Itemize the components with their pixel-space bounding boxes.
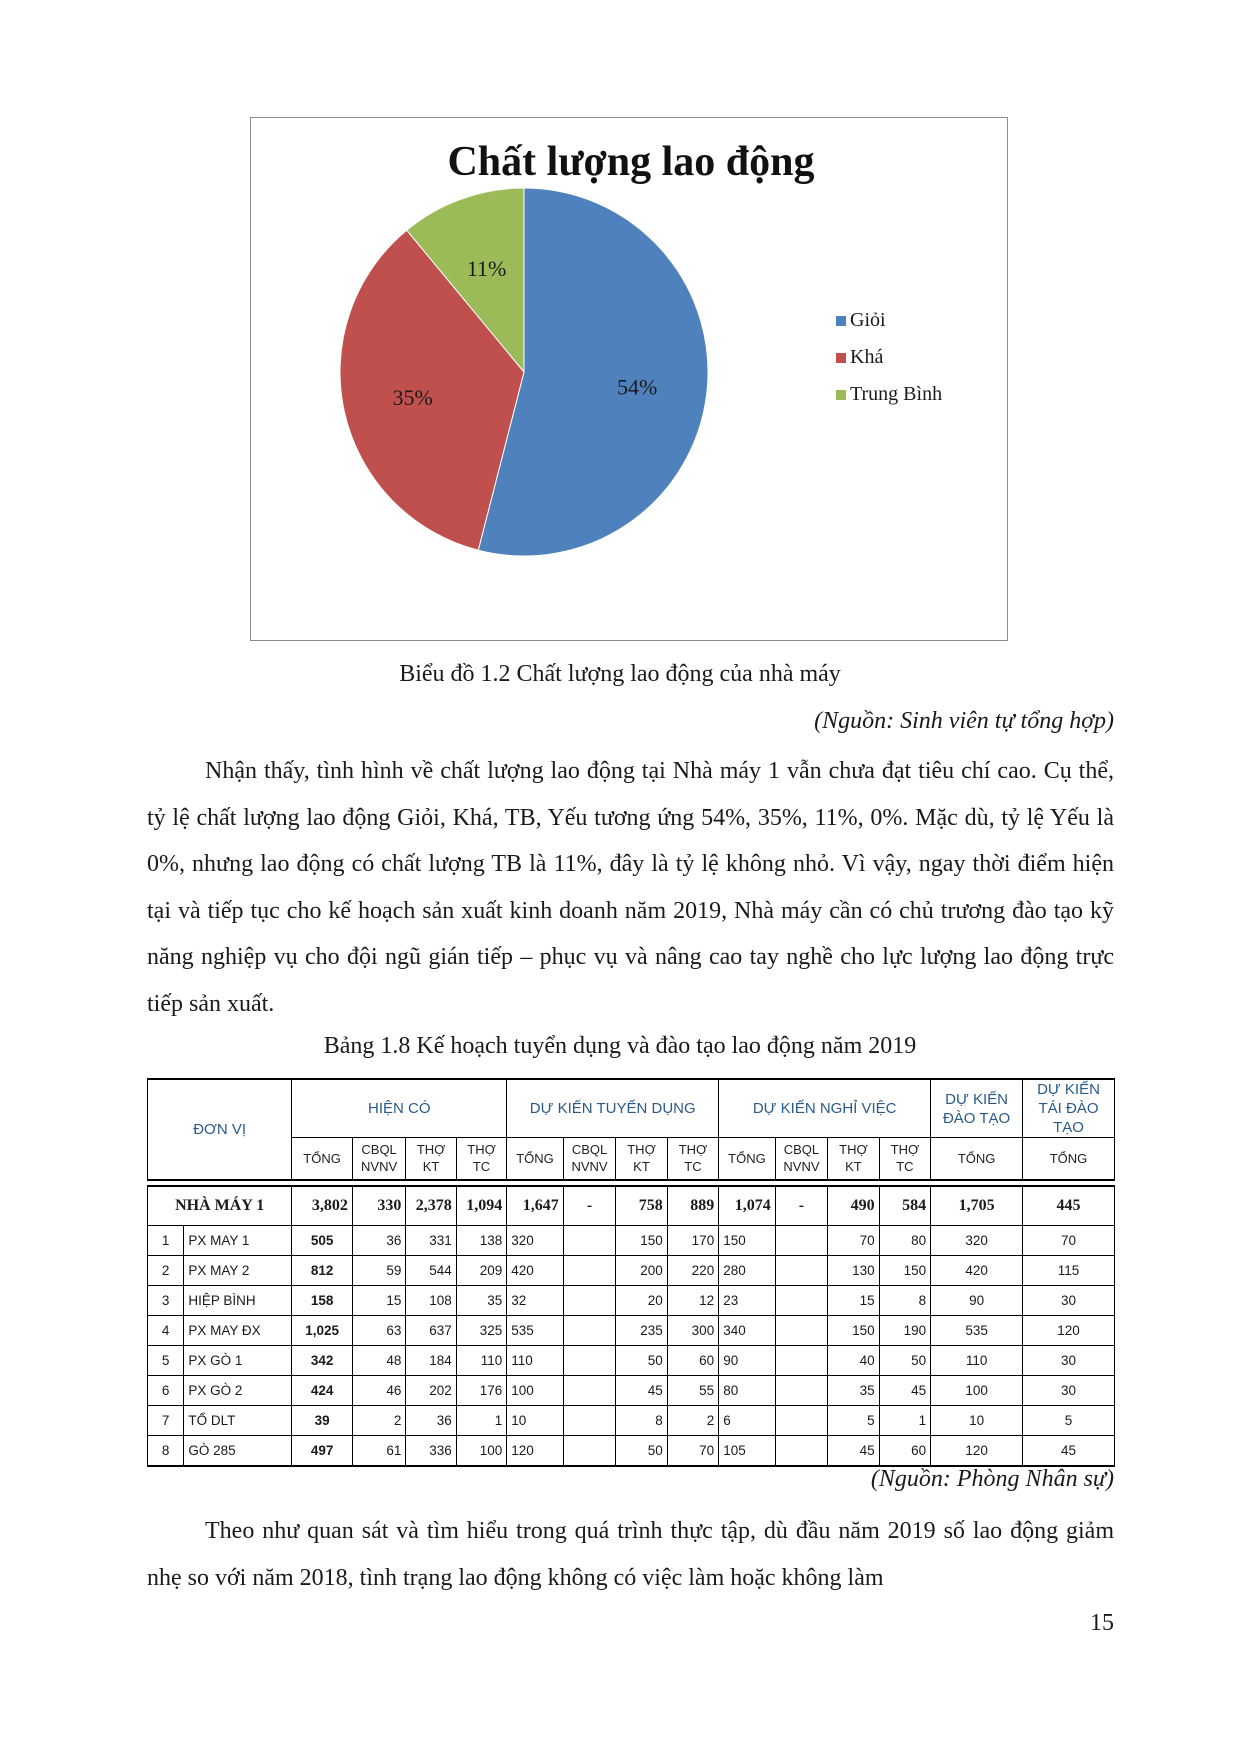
row-unit-name: PX MAY 1 xyxy=(184,1226,292,1256)
table-cell: 61 xyxy=(352,1436,405,1466)
table-cell: 70 xyxy=(667,1436,718,1466)
legend-label: Khá xyxy=(850,346,884,368)
table-cell: 12 xyxy=(667,1286,718,1316)
table-cell: 420 xyxy=(931,1256,1023,1286)
table-cell: 108 xyxy=(406,1286,456,1316)
pie-chart xyxy=(251,118,1009,642)
sub-tho-kt: THỢ KT xyxy=(406,1138,456,1180)
table-cell xyxy=(775,1316,827,1346)
table-cell xyxy=(775,1286,827,1316)
table-cell: 60 xyxy=(879,1436,931,1466)
table-cell: 15 xyxy=(828,1286,879,1316)
table-cell: 170 xyxy=(667,1226,718,1256)
table-cell: 150 xyxy=(879,1256,931,1286)
legend-swatch xyxy=(836,316,846,326)
pie-slice-label: 11% xyxy=(466,256,507,282)
table-cell: 220 xyxy=(667,1256,718,1286)
row-index: 8 xyxy=(148,1436,184,1466)
paragraph-1: Nhận thấy, tình hình về chất lượng lao động tại Nhà máy 1 vẫn chưa đạt tiêu chí cao. Cụ thể, tỷ lệ chất lượng lao động Giỏi, Khá, TB, Yếu tương ứng 54%, 35%, 11%, 0%. Mặc dù, tỷ lệ Yếu là 0%, nhưng lao động có chất lượng TB là 11%, đây là tỷ lệ không nhỏ. Vì vậy, ngay thời điểm hiện tại và tiếp tục cho kế hoạch sản xuất kinh doanh năm 2019, Nhà máy cần có chủ trương đào tạo kỹ năng nghiệp vụ cho đội ngũ gián tiếp – phục vụ và nâng cao tay nghề cho lực lượng lao động trực tiếp sản xuất. xyxy=(147,758,1114,1017)
total-cell: 584 xyxy=(879,1186,931,1226)
table-cell: 80 xyxy=(879,1226,931,1256)
row-index: 5 xyxy=(148,1346,184,1376)
table-cell: 36 xyxy=(406,1406,456,1436)
table-row xyxy=(148,1436,1115,1466)
row-unit-name: PX GÒ 2 xyxy=(184,1376,292,1406)
table-cell: 138 xyxy=(456,1226,506,1256)
table-cell: 110 xyxy=(456,1346,506,1376)
table-row xyxy=(148,1256,1115,1286)
table-cell: 30 xyxy=(1023,1286,1115,1316)
table-cell: 331 xyxy=(406,1226,456,1256)
header-group-hien-co: HIỆN CÓ xyxy=(292,1079,507,1138)
row-index: 7 xyxy=(148,1406,184,1436)
table-cell: 420 xyxy=(507,1256,564,1286)
table-cell: 424 xyxy=(292,1376,353,1406)
sub-tong: TỔNG xyxy=(1023,1138,1115,1180)
table-cell: 5 xyxy=(1023,1406,1115,1436)
table-cell xyxy=(775,1406,827,1436)
header-group-nghi-viec: DỰ KIẾN NGHỈ VIỆC xyxy=(719,1079,931,1138)
table-cell: 39 xyxy=(292,1406,353,1436)
table-cell: 20 xyxy=(616,1286,667,1316)
row-index: 3 xyxy=(148,1286,184,1316)
table-cell: 1 xyxy=(879,1406,931,1436)
table-cell: 190 xyxy=(879,1316,931,1346)
paragraph-2: Theo như quan sát và tìm hiểu trong quá trình thực tập, dù đầu năm 2019 số lao động giảm nhẹ so với năm 2018, tình trạng lao động không có việc làm hoặc không làm xyxy=(147,1518,1114,1591)
legend-swatch xyxy=(836,390,846,400)
total-cell: 445 xyxy=(1023,1186,1115,1226)
table-cell: 8 xyxy=(879,1286,931,1316)
table-cell: 8 xyxy=(616,1406,667,1436)
table-cell xyxy=(775,1346,827,1376)
header-group-tuyen-dung: DỰ KIẾN TUYỂN DỤNG xyxy=(507,1079,719,1138)
row-unit-name: TỔ DLT xyxy=(184,1406,292,1436)
table-cell: 209 xyxy=(456,1256,506,1286)
table-row xyxy=(148,1346,1115,1376)
table-cell: 15 xyxy=(352,1286,405,1316)
sub-tong: TỔNG xyxy=(292,1138,353,1180)
total-cell: 1,705 xyxy=(931,1186,1023,1226)
row-index: 1 xyxy=(148,1226,184,1256)
total-cell: 490 xyxy=(828,1186,879,1226)
sub-tho-kt: THỢ KT xyxy=(616,1138,667,1180)
table-cell: 158 xyxy=(292,1286,353,1316)
table-cell: 23 xyxy=(719,1286,776,1316)
table-cell xyxy=(563,1436,615,1466)
total-cell: 758 xyxy=(616,1186,667,1226)
sub-cbql: CBQL NVNV xyxy=(563,1138,615,1180)
table-cell: 46 xyxy=(352,1376,405,1406)
sub-tho-tc: THỢ TC xyxy=(667,1138,718,1180)
sub-cbql: CBQL NVNV xyxy=(775,1138,827,1180)
table-cell: 340 xyxy=(719,1316,776,1346)
total-cell: 889 xyxy=(667,1186,718,1226)
table-cell: 320 xyxy=(507,1226,564,1256)
table-cell xyxy=(775,1436,827,1466)
sub-tho-tc: THỢ TC xyxy=(456,1138,506,1180)
table-cell xyxy=(563,1346,615,1376)
table-cell: 60 xyxy=(667,1346,718,1376)
legend-label: Trung Bình xyxy=(850,383,943,405)
row-unit-name: HIỆP BÌNH xyxy=(184,1286,292,1316)
table-cell: 105 xyxy=(719,1436,776,1466)
row-unit-name: GÒ 285 xyxy=(184,1436,292,1466)
table-cell: 120 xyxy=(1023,1316,1115,1346)
table-cell xyxy=(563,1406,615,1436)
table-cell: 63 xyxy=(352,1316,405,1346)
table-cell: 1 xyxy=(456,1406,506,1436)
sub-cbql: CBQL NVNV xyxy=(352,1138,405,1180)
table-cell xyxy=(775,1226,827,1256)
table-cell: 100 xyxy=(931,1376,1023,1406)
table-cell: 30 xyxy=(1023,1346,1115,1376)
row-index: 6 xyxy=(148,1376,184,1406)
table-cell: 80 xyxy=(719,1376,776,1406)
table-cell: 320 xyxy=(931,1226,1023,1256)
table-cell: 5 xyxy=(828,1406,879,1436)
sub-tong: TỔNG xyxy=(931,1138,1023,1180)
table-cell: 505 xyxy=(292,1226,353,1256)
table-cell: 300 xyxy=(667,1316,718,1346)
table-cell: 150 xyxy=(616,1226,667,1256)
table-cell: 202 xyxy=(406,1376,456,1406)
row-unit-name: PX MAY 2 xyxy=(184,1256,292,1286)
table-cell: 280 xyxy=(719,1256,776,1286)
table-cell: 10 xyxy=(507,1406,564,1436)
table-cell: 32 xyxy=(507,1286,564,1316)
table-cell: 45 xyxy=(879,1376,931,1406)
table-cell: 45 xyxy=(616,1376,667,1406)
table-total-row xyxy=(148,1186,1115,1226)
table-cell: 50 xyxy=(879,1346,931,1376)
table-cell xyxy=(563,1226,615,1256)
total-cell: 330 xyxy=(352,1186,405,1226)
table-source: (Nguồn: Phòng Nhân sự) xyxy=(870,1466,1114,1492)
table-cell: 544 xyxy=(406,1256,456,1286)
total-cell: - xyxy=(563,1186,615,1226)
table-row xyxy=(148,1316,1115,1346)
pie-slice-label: 35% xyxy=(392,384,433,410)
chart-caption: Biểu đồ 1.2 Chất lượng lao động của nhà máy xyxy=(399,661,841,687)
table-cell: 325 xyxy=(456,1316,506,1346)
table-cell: 70 xyxy=(828,1226,879,1256)
total-cell: 3,802 xyxy=(292,1186,353,1226)
table-cell: 184 xyxy=(406,1346,456,1376)
chart-source: (Nguồn: Sinh viên tự tổng hợp) xyxy=(814,708,1114,734)
table-cell: 59 xyxy=(352,1256,405,1286)
table-cell: 2 xyxy=(667,1406,718,1436)
table-cell: 2 xyxy=(352,1406,405,1436)
table-cell: 10 xyxy=(931,1406,1023,1436)
table-cell: 176 xyxy=(456,1376,506,1406)
legend-swatch xyxy=(836,353,846,363)
chart-title: Chất lượng lao động xyxy=(447,139,815,185)
header-group-tai-dao-tao: DỰ KIẾN TÁI ĐÀO TẠO xyxy=(1023,1079,1115,1138)
table-cell: 200 xyxy=(616,1256,667,1286)
table-cell: 35 xyxy=(456,1286,506,1316)
table-cell: 535 xyxy=(507,1316,564,1346)
row-unit-name: PX GÒ 1 xyxy=(184,1346,292,1376)
table-cell: 48 xyxy=(352,1346,405,1376)
row-index: 4 xyxy=(148,1316,184,1346)
table-row xyxy=(148,1286,1115,1316)
table-cell: 90 xyxy=(931,1286,1023,1316)
table-cell: 812 xyxy=(292,1256,353,1286)
table-cell xyxy=(775,1376,827,1406)
table-caption: Bảng 1.8 Kế hoạch tuyển dụng và đào tạo lao động năm 2019 xyxy=(323,1033,917,1059)
table-cell: 6 xyxy=(719,1406,776,1436)
table-cell xyxy=(563,1256,615,1286)
table-cell: 336 xyxy=(406,1436,456,1466)
table-cell: 120 xyxy=(931,1436,1023,1466)
table-cell: 120 xyxy=(507,1436,564,1466)
table-cell: 235 xyxy=(616,1316,667,1346)
header-group-dao-tao: DỰ KIẾN ĐÀO TẠO xyxy=(931,1079,1023,1138)
total-cell: - xyxy=(775,1186,827,1226)
table-cell: 50 xyxy=(616,1346,667,1376)
table-cell: 130 xyxy=(828,1256,879,1286)
table-cell: 110 xyxy=(507,1346,564,1376)
table-cell: 30 xyxy=(1023,1376,1115,1406)
pie-chart-frame xyxy=(250,117,1008,641)
total-cell: 1,647 xyxy=(507,1186,564,1226)
sub-tong: TỔNG xyxy=(719,1138,776,1180)
legend-label: Giỏi xyxy=(850,309,886,331)
sub-tho-kt: THỢ KT xyxy=(828,1138,879,1180)
total-cell: 2,378 xyxy=(406,1186,456,1226)
table-cell: 497 xyxy=(292,1436,353,1466)
pie-slice-label: 54% xyxy=(617,374,658,400)
table-cell: 36 xyxy=(352,1226,405,1256)
table-cell xyxy=(563,1376,615,1406)
header-unit: ĐƠN VỊ xyxy=(148,1079,292,1180)
table-cell: 150 xyxy=(828,1316,879,1346)
row-unit-name: PX MAY ĐX xyxy=(184,1316,292,1346)
table-cell xyxy=(563,1316,615,1346)
table-cell: 90 xyxy=(719,1346,776,1376)
sub-tho-tc: THỢ TC xyxy=(879,1138,931,1180)
table-cell xyxy=(775,1256,827,1286)
table-cell: 70 xyxy=(1023,1226,1115,1256)
table-cell: 110 xyxy=(931,1346,1023,1376)
total-cell: 1,074 xyxy=(719,1186,776,1226)
table-cell: 100 xyxy=(507,1376,564,1406)
recruitment-training-table xyxy=(147,1078,1115,1467)
table-cell: 535 xyxy=(931,1316,1023,1346)
page-number: 15 xyxy=(1090,1610,1114,1636)
table-row xyxy=(148,1226,1115,1256)
table-cell: 637 xyxy=(406,1316,456,1346)
table-row xyxy=(148,1376,1115,1406)
sub-tong: TỔNG xyxy=(507,1138,564,1180)
table-cell xyxy=(563,1286,615,1316)
table-cell: 1,025 xyxy=(292,1316,353,1346)
table-row xyxy=(148,1406,1115,1436)
table-cell: 35 xyxy=(828,1376,879,1406)
table-cell: 40 xyxy=(828,1346,879,1376)
table-cell: 342 xyxy=(292,1346,353,1376)
table-cell: 55 xyxy=(667,1376,718,1406)
table-cell: 45 xyxy=(828,1436,879,1466)
table-cell: 100 xyxy=(456,1436,506,1466)
total-name: NHÀ MÁY 1 xyxy=(148,1186,292,1226)
total-cell: 1,094 xyxy=(456,1186,506,1226)
table-cell: 150 xyxy=(719,1226,776,1256)
row-index: 2 xyxy=(148,1256,184,1286)
table-cell: 45 xyxy=(1023,1436,1115,1466)
table-cell: 115 xyxy=(1023,1256,1115,1286)
table-cell: 50 xyxy=(616,1436,667,1466)
